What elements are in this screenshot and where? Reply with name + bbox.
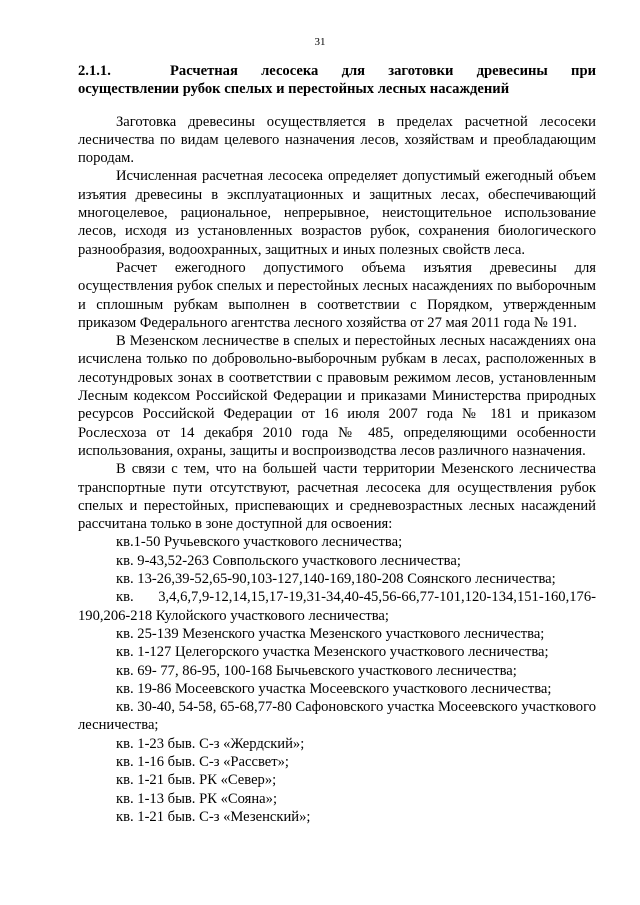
quarter-list-item: кв. 1-13 быв. РК «Сояна»; (116, 790, 277, 807)
quarter-list-item: кв. 1-16 быв. С-з «Рассвет»; (116, 753, 289, 770)
quarter-list-item: кв. 9-43,52-263 Совпольского участкового лесничества; (116, 552, 461, 569)
quarter-list-item: кв. 1-21 быв. С-з «Мезенский»; (116, 808, 311, 825)
paragraph: Расчет ежегодного допустимого объема изъятия древесины для осуществления рубок спелых и перестойных лесных насаждениях по выборочным и сплошным рубкам выполнен в соответствии с Порядком, утвержденным приказом Федерального агентства лесного хозяйства от 27 мая 2011 года № 191. (78, 259, 596, 331)
section-heading (78, 62, 596, 99)
quarter-list-item: кв. 1-21 быв. РК «Север»; (116, 772, 277, 789)
quarter-list-item: кв. 1-23 быв. С-з «Жердский»; (116, 735, 305, 752)
section-number: 2.1.1. (78, 63, 111, 79)
paragraph: Заготовка древесины осуществляется в пределах расчетной лесосеки лесничества по видам целевого назначения лесов, хозяйствам и преобладающим породам. (78, 113, 596, 167)
quarter-list-item: кв. 30-40, 54-58, 65-68,77-80 Сафоновского участка Мосеевского участкового лесничества; (78, 699, 596, 734)
quarter-list-item: кв. 3,4,6,7,9-12,14,15,17-19,31-34,40-45,56-66,77-101,120-134,151-160,176-190,206-218 Кулойского участкового лесничества; (78, 589, 596, 624)
quarter-list-item: кв.1-50 Ручьевского участкового лесничества; (116, 534, 403, 551)
page-content (78, 62, 596, 826)
quarter-list-item: кв. 69- 77, 86-95, 100-168 Бычьевского участкового лесничества; (116, 662, 517, 679)
quarter-list-item: кв. 19-86 Мосеевского участка Мосеевского участкового лесничества; (116, 680, 552, 697)
page-number: 31 (314, 36, 326, 48)
paragraph: В Мезенском лесничестве в спелых и перестойных лесных насаждениях она исчислена только по добровольно-выборочным рубкам в лесах, расположенных в лесотундровых зонах в соответствии с правовым режимом лесов, установленным Лесным кодексом Российской Федерации и приказами Министерства природных ресурсов Российской Федерации от 16 июля 2007 года № 181 и приказом Рослесхоза от 14 декабря 2010 года № 485, определяющими особенности использования, охраны, защиты и воспроизводства лесов различного назначения. (78, 333, 596, 459)
paragraph: Исчисленная расчетная лесосека определяет допустимый ежегодный объем изъятия древесины в эксплуатационных и защитных лесах, обеспечивающий многоцелевое, рациональное, непрерывное, неистощительное использование лесов, исходя из установленных возрастов рубок, сохранения биологического разнообразия, водоохранных, защитных и иных полезных свойств леса. (78, 168, 596, 258)
section-title: Расчетная лесосека для заготовки древесины при осуществлении рубок спелых и перестойных лесных насаждений (78, 63, 596, 98)
quarter-list-item: кв. 13-26,39-52,65-90,103-127,140-169,180-208 Соянского лесничества; (116, 571, 556, 588)
quarter-list-item: кв. 25-139 Мезенского участка Мезенского участкового лесничества; (116, 625, 545, 642)
paragraph: В связи с тем, что на большей части территории Мезенского лесничества транспортные пути отсутствуют, расчетная лесосека для осуществления рубок спелых и перестойных, приспевающих и средневозрастных лесных насаждений рассчитана только в зоне доступной для освоения: (78, 461, 596, 533)
quarter-list-item: кв. 1-127 Целегорского участка Мезенского участкового лесничества; (116, 644, 549, 661)
